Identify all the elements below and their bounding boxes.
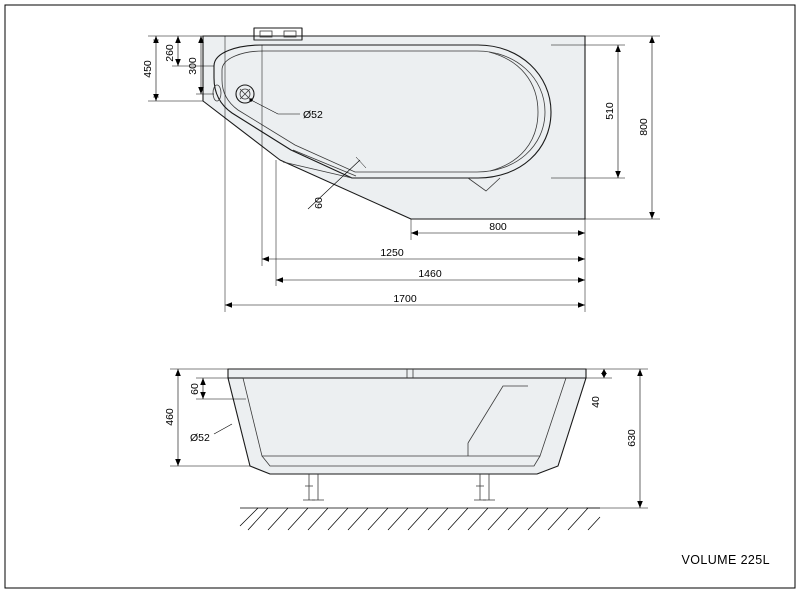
arrow-60f-bottom xyxy=(200,392,206,399)
leg-left-2 xyxy=(312,474,324,500)
arrow-460-top xyxy=(175,369,181,376)
arrow-1460-right xyxy=(578,277,585,283)
arrow-1250-right xyxy=(578,256,585,262)
dim-label-40: 40 xyxy=(590,396,602,408)
dim-label-260: 260 xyxy=(164,44,176,62)
dim-label-800-right: 800 xyxy=(638,118,650,136)
dim-label-800-bottom: 800 xyxy=(489,221,507,233)
arrow-630-top xyxy=(637,369,643,376)
dim-label-60-angled: 60 xyxy=(313,197,325,209)
arrow-800b-right xyxy=(578,230,585,236)
floor-hatch xyxy=(240,508,600,530)
arrow-630-bottom xyxy=(637,501,643,508)
leg-left xyxy=(303,474,315,500)
dim-label-450: 450 xyxy=(142,60,154,78)
arrow-260-top xyxy=(175,36,181,43)
arrow-1700-right xyxy=(578,302,585,308)
dim-label-60-front: 60 xyxy=(189,383,201,395)
dim-label-300: 300 xyxy=(187,57,199,75)
arrow-1700-left xyxy=(225,302,232,308)
diameter-leader-front xyxy=(214,424,232,434)
arrow-460-bottom xyxy=(175,459,181,466)
dim-label-1250: 1250 xyxy=(380,247,404,259)
diameter-leader-dot xyxy=(249,98,252,101)
arrow-40-bottom xyxy=(601,373,607,378)
dim-label-1700: 1700 xyxy=(393,293,417,305)
arrow-510-top xyxy=(615,45,621,52)
dim-label-460: 460 xyxy=(164,408,176,426)
dim-label-510: 510 xyxy=(604,102,616,120)
arrow-800r-top xyxy=(649,36,655,43)
dim-label-1460: 1460 xyxy=(418,268,442,280)
arrow-1250-left xyxy=(262,256,269,262)
arrow-450-top xyxy=(153,36,159,43)
arrow-60f-top xyxy=(200,378,206,385)
top-view-group xyxy=(142,28,660,312)
leg-right xyxy=(474,474,486,500)
dim-label-630: 630 xyxy=(626,429,638,447)
tub-plan-outline xyxy=(203,36,585,219)
arrow-800b-left xyxy=(411,230,418,236)
arrow-800r-bottom xyxy=(649,212,655,219)
arrow-260-bottom xyxy=(175,59,181,66)
volume-label: VOLUME 225L xyxy=(681,553,770,567)
dim-label-diameter-52-front: Ø52 xyxy=(190,432,210,444)
support-legs xyxy=(303,474,495,500)
arrow-510-bottom xyxy=(615,171,621,178)
front-body-outline xyxy=(228,378,586,474)
front-view-group xyxy=(164,369,648,530)
arrow-450-bottom xyxy=(153,94,159,101)
leg-right-2 xyxy=(483,474,495,500)
arrow-1460-left xyxy=(276,277,283,283)
dim-label-diameter-52: Ø52 xyxy=(303,109,323,121)
